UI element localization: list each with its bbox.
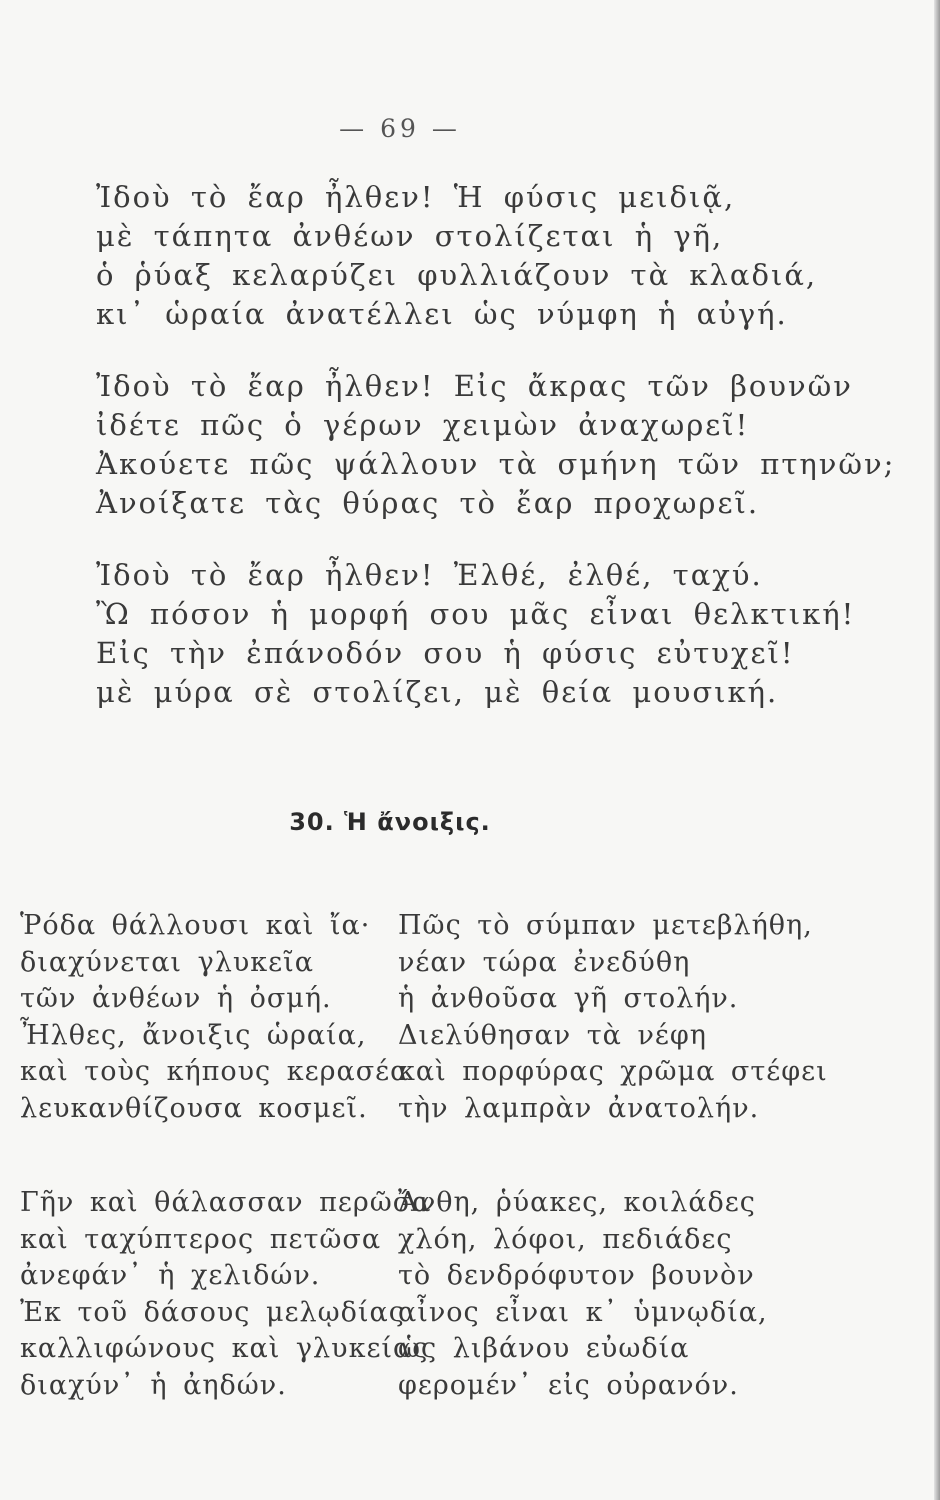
verse-line: μὲ μύρα σὲ στολίζει, μὲ θεία μουσική. — [96, 675, 779, 709]
verse-line: ἀνεφάν᾽ ἡ χελιδών. — [20, 1260, 321, 1291]
verse-line: ἰδέτε πῶς ὁ γέρων χειμὼν ἀναχωρεῖ! — [96, 408, 750, 442]
verse-line: καὶ πορφύρας χρῶμα στέφει — [398, 1056, 828, 1087]
verse-line: Διελύθησαν τὰ νέφη — [398, 1019, 707, 1051]
stanza-2 — [96, 367, 896, 523]
verse-line: φερομέν᾽ εἰς οὐρανόν. — [398, 1369, 739, 1401]
verse-line: καὶ ταχύπτερος πετῶσα — [20, 1223, 382, 1255]
left-column-stanza-1 — [20, 908, 410, 1127]
verse-line: Ἰδοὺ τὸ ἔαρ ἦλθεν! Εἰς ἄκρας τῶν βουνῶν — [96, 369, 853, 403]
verse-line: διαχύν᾽ ἡ ἀηδών. — [20, 1369, 287, 1401]
verse-line: καλλιφώνους καὶ γλυκείας — [20, 1333, 429, 1364]
verse-line: μὲ τάπητα ἀνθέων στολίζεται ἡ γῆ, — [96, 219, 724, 253]
verse-line: ὡς λιβάνου εὐωδία — [398, 1333, 690, 1364]
stanza-1 — [96, 178, 818, 334]
page-number: — 69 — — [339, 114, 461, 143]
page-edge-shadow — [934, 0, 940, 1500]
verse-line: Ῥόδα θάλλουσι καὶ ἴα· — [20, 910, 371, 941]
verse-line: Ἰδοὺ τὸ ἔαρ ἦλθεν! Ἡ φύσις μειδιᾷ, — [96, 180, 736, 214]
verse-line: ἡ ἀνθοῦσα γῆ στολήν. — [398, 983, 739, 1014]
verse-line: λευκανθίζουσα κοσμεῖ. — [20, 1092, 368, 1124]
right-column-stanza-2 — [398, 1185, 788, 1404]
verse-line: ὁ ῥύαξ κελαρύζει φυλλιάζουν τὰ κλαδιά, — [96, 258, 818, 292]
verse-line: αἶνος εἶναι κ᾽ ὑμνῳδία, — [398, 1296, 768, 1328]
verse-line: καὶ τοὺς κήπους κερασέα — [20, 1056, 410, 1087]
verse-line: Ἀνοίξατε τὰς θύρας τὸ ἔαρ προχωρεῖ. — [96, 486, 760, 520]
verse-line: Ἰδοὺ τὸ ἔαρ ἦλθεν! Ἐλθέ, ἐλθέ, ταχύ. — [96, 558, 763, 592]
poem-top — [96, 178, 896, 745]
verse-line: τῶν ἀνθέων ἡ ὀσμή. — [20, 983, 332, 1014]
verse-line: Ὢ πόσον ἡ μορφή σου μᾶς εἶναι θελκτική! — [96, 597, 856, 631]
verse-line: Ἐκ τοῦ δάσους μελῳδίας — [20, 1296, 405, 1328]
left-column-stanza-2 — [20, 1185, 432, 1404]
verse-line: Εἰς τὴν ἐπάνοδόν σου ἡ φύσις εὐτυχεῖ! — [96, 636, 795, 670]
verse-line: χλόη, λόφοι, πεδιάδες — [398, 1223, 733, 1255]
verse-line: διαχύνεται γλυκεῖα — [20, 946, 314, 978]
verse-line: Ἀκούετε πῶς ψάλλουν τὰ σμήνη τῶν πτηνῶν; — [96, 447, 896, 481]
verse-line: Ἄνθη, ῥύακες, κοιλάδες — [398, 1187, 756, 1218]
right-column-stanza-1 — [398, 908, 828, 1127]
verse-line: τὴν λαμπρὰν ἀνατολήν. — [398, 1092, 760, 1124]
verse-line: Πῶς τὸ σύμπαν μετεβλήθη, — [398, 910, 813, 941]
stanza-3 — [96, 556, 856, 712]
verse-line: τὸ δενδρόφυτον βουνὸν — [398, 1260, 755, 1291]
verse-line: Γῆν καὶ θάλασσαν περῶσα — [20, 1187, 432, 1218]
verse-line: Ἦλθες, ἄνοιξις ὡραία, — [20, 1019, 367, 1051]
verse-line: νέαν τώρα ἐνεδύθη — [398, 946, 691, 978]
poem-title: 30. Ἡ ἄνοιξις. — [289, 808, 491, 836]
verse-line: κι᾽ ὡραία ἀνατέλλει ὡς νύμφη ἡ αὐγή. — [96, 297, 788, 331]
